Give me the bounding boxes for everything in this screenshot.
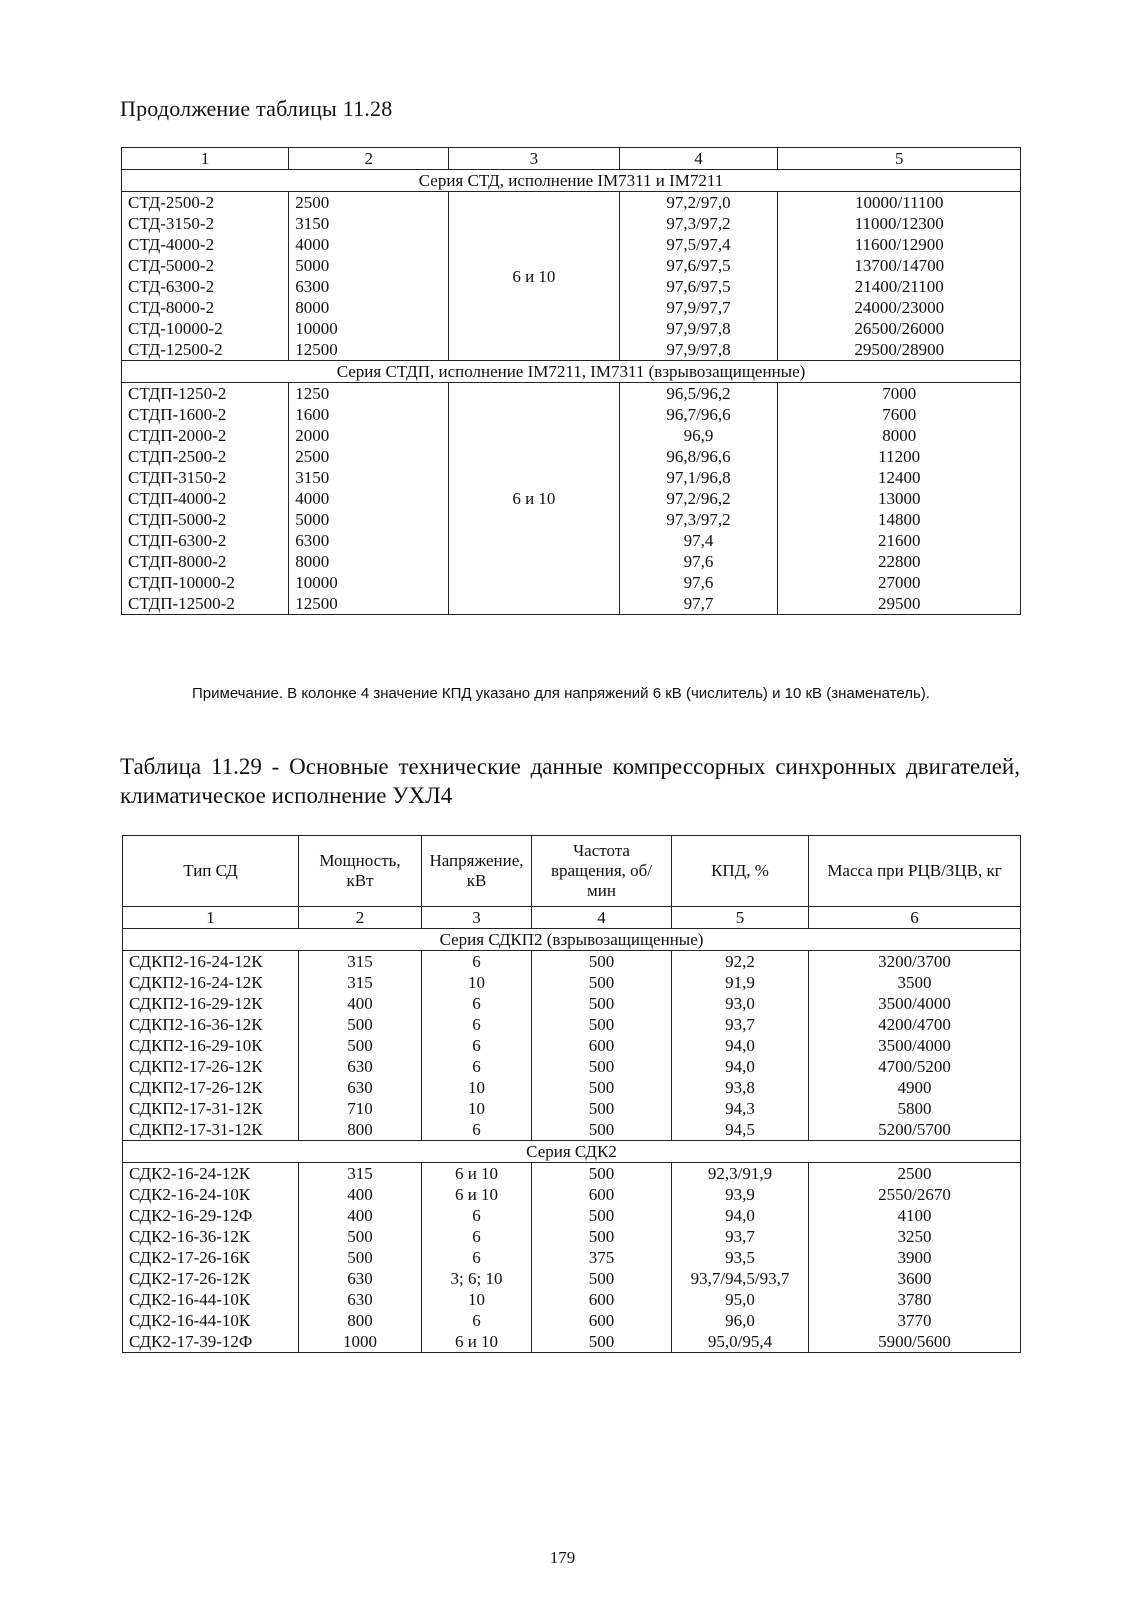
motor-type-cell: СТДП-6300-2 <box>122 530 289 551</box>
section-title: Серия СДК2 <box>123 1141 1021 1163</box>
motor-type-cell: СТДП-2000-2 <box>122 425 289 446</box>
mass-cell: 7600 <box>778 404 1021 425</box>
efficiency-cell: 93,8 <box>672 1077 809 1098</box>
speed-cell: 600 <box>532 1035 672 1056</box>
speed-cell: 500 <box>532 1077 672 1098</box>
column-header: КПД, % <box>672 836 809 907</box>
table-row <box>123 1014 1021 1035</box>
voltage-cell: 6 <box>422 1056 532 1077</box>
efficiency-cell: 92,2 <box>672 951 809 973</box>
column-number: 4 <box>532 907 672 929</box>
power-cell: 630 <box>299 1056 422 1077</box>
efficiency-cell: 94,0 <box>672 1205 809 1226</box>
power-cell: 8000 <box>289 297 449 318</box>
power-cell: 500 <box>299 1226 422 1247</box>
speed-cell: 500 <box>532 1205 672 1226</box>
voltage-cell: 6 и 10 <box>449 192 619 361</box>
efficiency-cell: 93,7/94,5/93,7 <box>672 1268 809 1289</box>
motor-type-cell: СТД-2500-2 <box>122 192 289 214</box>
motor-type-cell: СДКП2-16-24-12К <box>123 951 299 973</box>
column-header: Масса при РЦВ/ЗЦВ, кг <box>809 836 1021 907</box>
power-cell: 500 <box>299 1247 422 1268</box>
power-cell: 3150 <box>289 467 449 488</box>
mass-cell: 3600 <box>809 1268 1021 1289</box>
column-number: 4 <box>619 148 778 170</box>
voltage-cell: 6 <box>422 951 532 973</box>
mass-cell: 5900/5600 <box>809 1331 1021 1353</box>
power-cell: 5000 <box>289 509 449 530</box>
efficiency-cell: 93,9 <box>672 1184 809 1205</box>
speed-cell: 600 <box>532 1184 672 1205</box>
power-cell: 630 <box>299 1268 422 1289</box>
power-cell: 800 <box>299 1310 422 1331</box>
table-row <box>123 1119 1021 1141</box>
power-cell: 12500 <box>289 593 449 615</box>
efficiency-cell: 94,0 <box>672 1035 809 1056</box>
motor-type-cell: СДКП2-17-26-12К <box>123 1056 299 1077</box>
mass-cell: 2500 <box>809 1163 1021 1185</box>
table-row <box>123 1163 1021 1185</box>
mass-cell: 22800 <box>778 551 1021 572</box>
mass-cell: 11000/12300 <box>778 213 1021 234</box>
column-number-row <box>123 907 1021 929</box>
mass-cell: 11200 <box>778 446 1021 467</box>
motor-type-cell: СТД-5000-2 <box>122 255 289 276</box>
motor-type-cell: СДК2-16-44-10К <box>123 1310 299 1331</box>
table-row <box>123 1184 1021 1205</box>
voltage-cell: 6 <box>422 1119 532 1141</box>
motor-type-cell: СТДП-8000-2 <box>122 551 289 572</box>
speed-cell: 500 <box>532 1163 672 1185</box>
table-row <box>123 1205 1021 1226</box>
voltage-cell: 6 и 10 <box>422 1184 532 1205</box>
column-number-row <box>122 148 1021 170</box>
voltage-cell: 6 <box>422 1035 532 1056</box>
efficiency-cell: 97,9/97,8 <box>619 318 778 339</box>
power-cell: 315 <box>299 951 422 973</box>
mass-cell: 3500/4000 <box>809 993 1021 1014</box>
speed-cell: 500 <box>532 1226 672 1247</box>
mass-cell: 29500/28900 <box>778 339 1021 361</box>
mass-cell: 3900 <box>809 1247 1021 1268</box>
speed-cell: 375 <box>532 1247 672 1268</box>
efficiency-cell: 97,6 <box>619 572 778 593</box>
efficiency-cell: 96,9 <box>619 425 778 446</box>
motor-type-cell: СДКП2-16-24-12К <box>123 972 299 993</box>
column-number: 3 <box>422 907 532 929</box>
motor-type-cell: СТД-4000-2 <box>122 234 289 255</box>
section-row <box>123 929 1021 951</box>
power-cell: 1600 <box>289 404 449 425</box>
table-row <box>123 951 1021 973</box>
mass-cell: 21600 <box>778 530 1021 551</box>
efficiency-cell: 97,2/96,2 <box>619 488 778 509</box>
voltage-cell: 6 <box>422 1014 532 1035</box>
motor-type-cell: СТД-12500-2 <box>122 339 289 361</box>
voltage-cell: 6 <box>422 1247 532 1268</box>
column-header: Частота вращения, об/мин <box>532 836 672 907</box>
table-row <box>123 972 1021 993</box>
column-header: Тип СД <box>123 836 299 907</box>
header-row <box>123 836 1021 907</box>
efficiency-cell: 94,3 <box>672 1098 809 1119</box>
efficiency-cell: 95,0/95,4 <box>672 1331 809 1353</box>
power-cell: 2500 <box>289 446 449 467</box>
speed-cell: 600 <box>532 1289 672 1310</box>
section-title: Серия СТД, исполнение IM7311 и IM7211 <box>122 170 1021 192</box>
section-title: Серия СДКП2 (взрывозащищенные) <box>123 929 1021 951</box>
motor-type-cell: СДКП2-16-29-12К <box>123 993 299 1014</box>
power-cell: 6300 <box>289 530 449 551</box>
efficiency-cell: 97,3/97,2 <box>619 213 778 234</box>
mass-cell: 3200/3700 <box>809 951 1021 973</box>
power-cell: 4000 <box>289 488 449 509</box>
mass-cell: 24000/23000 <box>778 297 1021 318</box>
efficiency-cell: 97,6/97,5 <box>619 255 778 276</box>
voltage-cell: 6 и 10 <box>449 383 619 615</box>
efficiency-cell: 97,1/96,8 <box>619 467 778 488</box>
table-row <box>123 1077 1021 1098</box>
mass-cell: 3780 <box>809 1289 1021 1310</box>
power-cell: 2500 <box>289 192 449 214</box>
efficiency-cell: 93,7 <box>672 1226 809 1247</box>
mass-cell: 4700/5200 <box>809 1056 1021 1077</box>
mass-cell: 4100 <box>809 1205 1021 1226</box>
power-cell: 315 <box>299 1163 422 1185</box>
mass-cell: 29500 <box>778 593 1021 615</box>
motor-type-cell: СТДП-1600-2 <box>122 404 289 425</box>
power-cell: 400 <box>299 1205 422 1226</box>
section-row <box>122 170 1021 192</box>
motor-type-cell: СДК2-16-24-10К <box>123 1184 299 1205</box>
page-number: 179 <box>549 1548 576 1567</box>
column-number: 6 <box>809 907 1021 929</box>
mass-cell: 11600/12900 <box>778 234 1021 255</box>
speed-cell: 500 <box>532 1014 672 1035</box>
mass-cell: 5200/5700 <box>809 1119 1021 1141</box>
power-cell: 630 <box>299 1077 422 1098</box>
power-cell: 6300 <box>289 276 449 297</box>
power-cell: 400 <box>299 993 422 1014</box>
motor-type-cell: СТДП-1250-2 <box>122 383 289 405</box>
voltage-cell: 6 и 10 <box>422 1331 532 1353</box>
efficiency-cell: 94,0 <box>672 1056 809 1077</box>
speed-cell: 500 <box>532 1098 672 1119</box>
speed-cell: 600 <box>532 1310 672 1331</box>
power-cell: 10000 <box>289 572 449 593</box>
power-cell: 1250 <box>289 383 449 405</box>
table-row <box>123 1226 1021 1247</box>
motor-type-cell: СДК2-17-26-12К <box>123 1268 299 1289</box>
column-number: 2 <box>289 148 449 170</box>
power-cell: 5000 <box>289 255 449 276</box>
mass-cell: 5800 <box>809 1098 1021 1119</box>
efficiency-cell: 93,5 <box>672 1247 809 1268</box>
column-number: 5 <box>778 148 1021 170</box>
power-cell: 630 <box>299 1289 422 1310</box>
mass-cell: 3500/4000 <box>809 1035 1021 1056</box>
power-cell: 315 <box>299 972 422 993</box>
efficiency-cell: 96,0 <box>672 1310 809 1331</box>
efficiency-cell: 93,0 <box>672 993 809 1014</box>
power-cell: 400 <box>299 1184 422 1205</box>
table2-caption: Таблица 11.29 - Основные технические данные компрессорных синхронных двигателей, климатическое исполнение УХЛ4 <box>120 754 1020 808</box>
motor-type-cell: СТД-8000-2 <box>122 297 289 318</box>
motor-type-cell: СТДП-2500-2 <box>122 446 289 467</box>
motor-type-cell: СДК2-16-29-12Ф <box>123 1205 299 1226</box>
section-row <box>123 1141 1021 1163</box>
speed-cell: 500 <box>532 1331 672 1353</box>
efficiency-cell: 92,3/91,9 <box>672 1163 809 1185</box>
column-number: 1 <box>122 148 289 170</box>
section-title: Серия СТДП, исполнение IM7211, IM7311 (взрывозащищенные) <box>122 361 1021 383</box>
voltage-cell: 10 <box>422 1077 532 1098</box>
efficiency-cell: 97,2/97,0 <box>619 192 778 214</box>
table-11-28-continued <box>121 147 1021 615</box>
motor-type-cell: СДКП2-16-29-10К <box>123 1035 299 1056</box>
motor-type-cell: СДК2-16-36-12К <box>123 1226 299 1247</box>
motor-type-cell: СДКП2-17-26-12К <box>123 1077 299 1098</box>
efficiency-cell: 97,6/97,5 <box>619 276 778 297</box>
mass-cell: 8000 <box>778 425 1021 446</box>
column-number: 5 <box>672 907 809 929</box>
table-row <box>123 1331 1021 1353</box>
table-row <box>123 1247 1021 1268</box>
efficiency-cell: 93,7 <box>672 1014 809 1035</box>
efficiency-cell: 95,0 <box>672 1289 809 1310</box>
voltage-cell: 6 <box>422 993 532 1014</box>
power-cell: 3150 <box>289 213 449 234</box>
mass-cell: 14800 <box>778 509 1021 530</box>
table-row <box>123 1289 1021 1310</box>
motor-type-cell: СТД-6300-2 <box>122 276 289 297</box>
motor-type-cell: СДКП2-16-36-12К <box>123 1014 299 1035</box>
voltage-cell: 6 и 10 <box>422 1163 532 1185</box>
table-row <box>123 1098 1021 1119</box>
efficiency-cell: 97,5/97,4 <box>619 234 778 255</box>
motor-type-cell: СТДП-10000-2 <box>122 572 289 593</box>
power-cell: 500 <box>299 1035 422 1056</box>
voltage-cell: 10 <box>422 1289 532 1310</box>
speed-cell: 500 <box>532 1119 672 1141</box>
voltage-cell: 10 <box>422 972 532 993</box>
efficiency-cell: 97,4 <box>619 530 778 551</box>
voltage-cell: 3; 6; 10 <box>422 1268 532 1289</box>
mass-cell: 7000 <box>778 383 1021 405</box>
motor-type-cell: СДКП2-17-31-12К <box>123 1098 299 1119</box>
column-header: Мощность, кВт <box>299 836 422 907</box>
motor-type-cell: СДК2-16-44-10К <box>123 1289 299 1310</box>
speed-cell: 500 <box>532 972 672 993</box>
table1-caption: Продолжение таблицы 11.28 <box>120 96 393 121</box>
table-row <box>123 1056 1021 1077</box>
table-row <box>123 1310 1021 1331</box>
power-cell: 8000 <box>289 551 449 572</box>
mass-cell: 13000 <box>778 488 1021 509</box>
column-number: 2 <box>299 907 422 929</box>
column-header: Напряжение, кВ <box>422 836 532 907</box>
column-number: 3 <box>449 148 619 170</box>
efficiency-cell: 97,7 <box>619 593 778 615</box>
motor-type-cell: СДК2-16-24-12К <box>123 1163 299 1185</box>
speed-cell: 500 <box>532 1056 672 1077</box>
efficiency-cell: 94,5 <box>672 1119 809 1141</box>
efficiency-cell: 97,9/97,8 <box>619 339 778 361</box>
power-cell: 800 <box>299 1119 422 1141</box>
motor-type-cell: СТДП-5000-2 <box>122 509 289 530</box>
power-cell: 2000 <box>289 425 449 446</box>
mass-cell: 12400 <box>778 467 1021 488</box>
power-cell: 500 <box>299 1014 422 1035</box>
table-11-29 <box>122 835 1021 1353</box>
voltage-cell: 6 <box>422 1310 532 1331</box>
motor-type-cell: СДКП2-17-31-12К <box>123 1119 299 1141</box>
mass-cell: 21400/21100 <box>778 276 1021 297</box>
power-cell: 4000 <box>289 234 449 255</box>
mass-cell: 2550/2670 <box>809 1184 1021 1205</box>
efficiency-cell: 91,9 <box>672 972 809 993</box>
voltage-cell: 6 <box>422 1226 532 1247</box>
efficiency-cell: 97,3/97,2 <box>619 509 778 530</box>
efficiency-cell: 96,8/96,6 <box>619 446 778 467</box>
mass-cell: 3770 <box>809 1310 1021 1331</box>
mass-cell: 4900 <box>809 1077 1021 1098</box>
section-row <box>122 361 1021 383</box>
table-row <box>122 192 1021 214</box>
mass-cell: 27000 <box>778 572 1021 593</box>
efficiency-cell: 96,5/96,2 <box>619 383 778 405</box>
power-cell: 12500 <box>289 339 449 361</box>
motor-type-cell: СТДП-4000-2 <box>122 488 289 509</box>
mass-cell: 26500/26000 <box>778 318 1021 339</box>
table-row <box>123 1035 1021 1056</box>
motor-type-cell: СДК2-17-39-12Ф <box>123 1331 299 1353</box>
mass-cell: 4200/4700 <box>809 1014 1021 1035</box>
motor-type-cell: СТД-3150-2 <box>122 213 289 234</box>
power-cell: 10000 <box>289 318 449 339</box>
motor-type-cell: СТДП-3150-2 <box>122 467 289 488</box>
power-cell: 710 <box>299 1098 422 1119</box>
table-row <box>122 383 1021 405</box>
motor-type-cell: СДК2-17-26-16К <box>123 1247 299 1268</box>
mass-cell: 13700/14700 <box>778 255 1021 276</box>
motor-type-cell: СТДП-12500-2 <box>122 593 289 615</box>
mass-cell: 10000/11100 <box>778 192 1021 214</box>
efficiency-cell: 97,6 <box>619 551 778 572</box>
mass-cell: 3500 <box>809 972 1021 993</box>
efficiency-cell: 97,9/97,7 <box>619 297 778 318</box>
efficiency-cell: 96,7/96,6 <box>619 404 778 425</box>
speed-cell: 500 <box>532 1268 672 1289</box>
voltage-cell: 10 <box>422 1098 532 1119</box>
table-row <box>123 1268 1021 1289</box>
column-number: 1 <box>123 907 299 929</box>
motor-type-cell: СТД-10000-2 <box>122 318 289 339</box>
power-cell: 1000 <box>299 1331 422 1353</box>
mass-cell: 3250 <box>809 1226 1021 1247</box>
table-note: Примечание. В колонке 4 значение КПД указано для напряжений 6 кВ (числитель) и 10 кВ (знаменатель). <box>192 685 930 702</box>
speed-cell: 500 <box>532 993 672 1014</box>
voltage-cell: 6 <box>422 1205 532 1226</box>
table-row <box>123 993 1021 1014</box>
speed-cell: 500 <box>532 951 672 973</box>
